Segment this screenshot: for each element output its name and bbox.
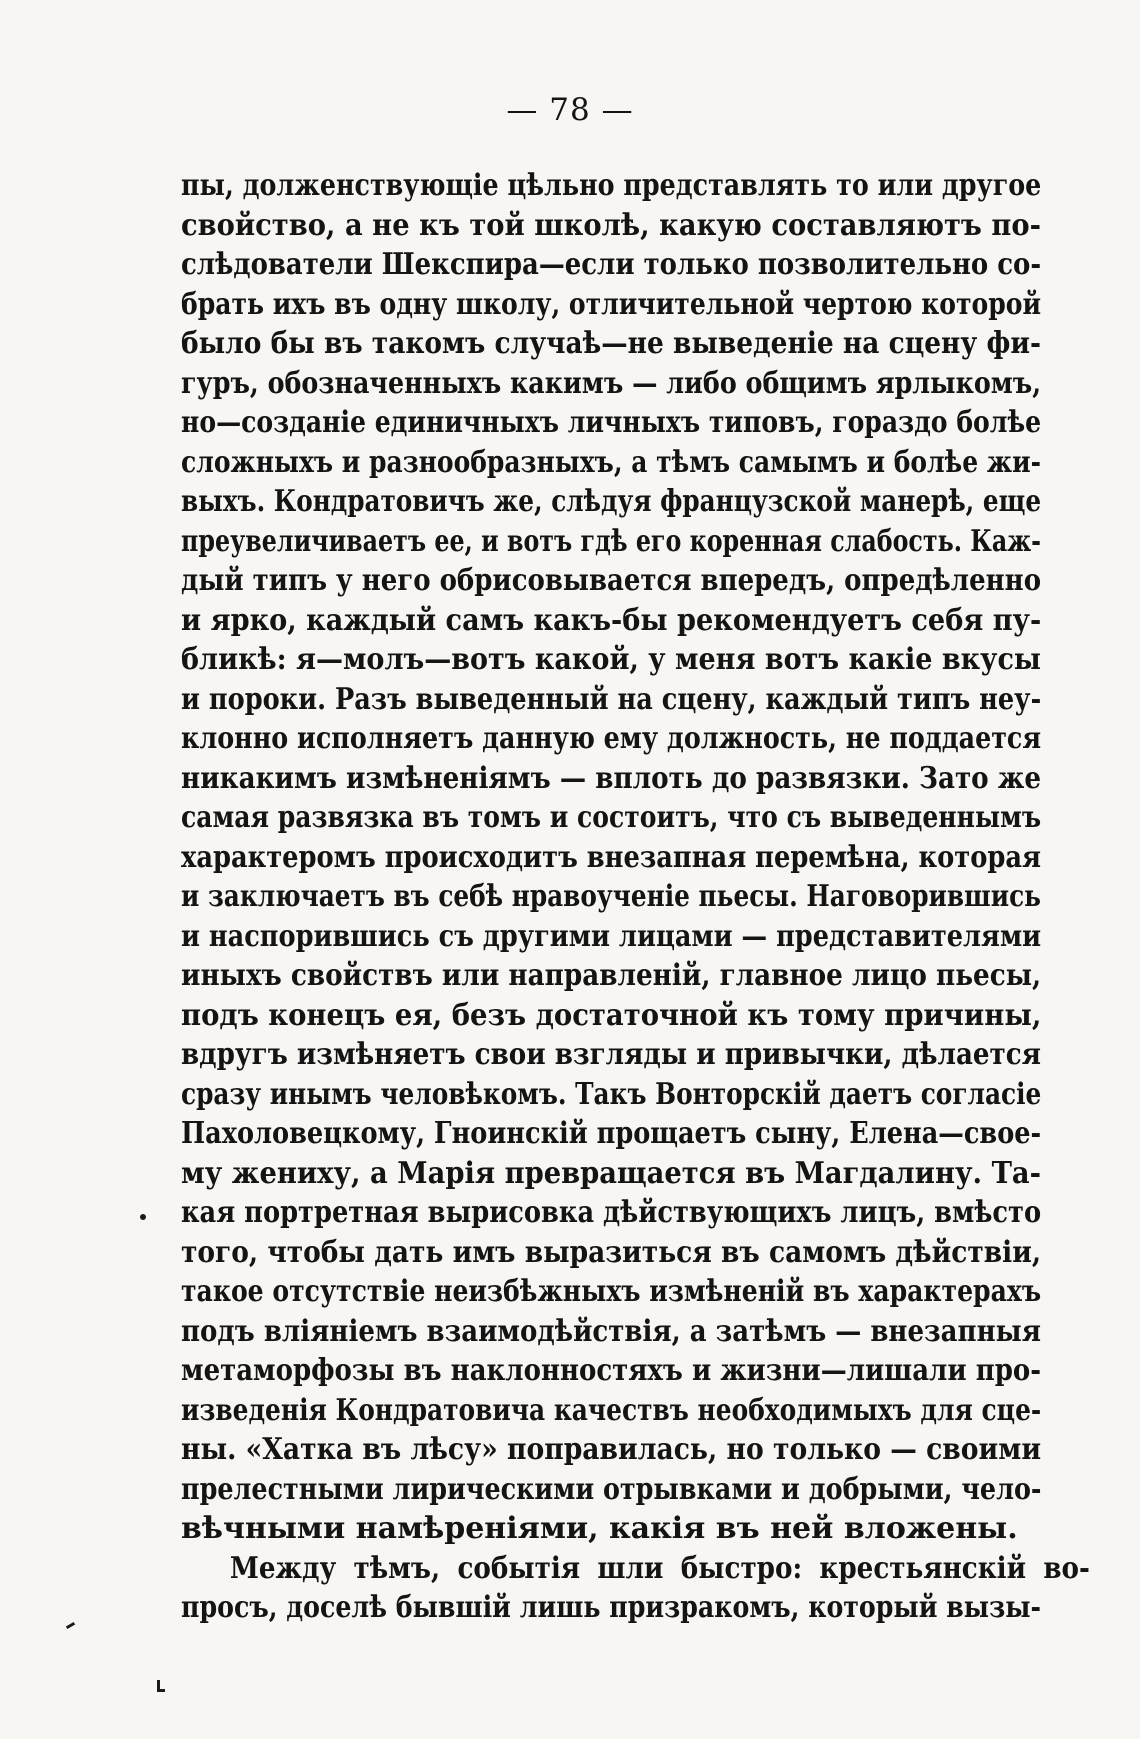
text-line: иныхъ свойствъ или направленій, главное лицо пьесы, — [181, 958, 1042, 993]
text-line: такое отсутствіе неизбѣжныхъ измѣненій въ характерахъ — [181, 1274, 1042, 1309]
text-line: и ярко, каждый самъ какъ-бы рекомендуетъ себя пу- — [181, 602, 1042, 638]
text-line: самая развязка въ томъ и состоитъ, что съ выведеннымъ — [181, 800, 1042, 835]
text-line: и наспорившись съ другими лицами — представителями — [181, 918, 1042, 954]
text-line: му жениху, а Марія превращается въ Магдалину. Та- — [181, 1155, 1042, 1191]
text-line: бликѣ: я—молъ—вотъ какой, у меня вотъ какіе вкусы — [181, 642, 1041, 677]
text-line: вдругъ измѣняетъ свои взгляды и привычки, дѣлается — [181, 1037, 1042, 1072]
text-line: того, чтобы дать имъ выразиться въ самомъ дѣйствіи, — [181, 1234, 1042, 1270]
paragraph-2 — [181, 1549, 1090, 1628]
text-line: дый типъ у него обрисовывается впередъ, опредѣленно — [181, 563, 1042, 598]
paragraph-1 — [181, 166, 1041, 1549]
text-line: гуръ, обозначенныхъ какимъ — либо общимъ ярлыкомъ, — [181, 365, 1042, 401]
text-line: Между тѣмъ, событія шли быстро: крестьянскій во- — [229, 1550, 1090, 1586]
text-line: вѣчными намѣреніями, какія въ ней вложены. — [181, 1511, 1018, 1546]
scan-speck — [66, 1622, 75, 1629]
text-line: выхъ. Кондратовичъ же, слѣдуя французской манерѣ, еще — [181, 484, 1042, 519]
scan-speck — [140, 1214, 146, 1220]
text-line: сложныхъ и разнообразныхъ, а тѣмъ самымъ и болѣе жи- — [181, 444, 1041, 480]
text-line: брать ихъ въ одну школу, отличительной чертою которой — [181, 286, 1042, 322]
text-line: изведенія Кондратовича качествъ необходимыхъ для сце- — [181, 1392, 1042, 1428]
text-line: преувеличиваетъ ее, и вотъ гдѣ его коренная слабость. Каж- — [181, 523, 1042, 559]
text-line: сразу инымъ человѣкомъ. Такъ Вонторскій даетъ согласіе — [181, 1076, 1042, 1112]
text-line: было бы въ такомъ случаѣ—не выведеніе на сцену фи- — [181, 326, 1041, 361]
text-line: подъ конецъ ея, безъ достаточной къ тому причины, — [181, 997, 1042, 1033]
text-line: подъ вліяніемъ взаимодѣйствія, а затѣмъ — внезапныя — [181, 1313, 1041, 1349]
text-line: никакимъ измѣненіямъ — вплоть до развязки. Зато же — [181, 760, 1042, 796]
text-line: и пороки. Разъ выведенный на сцену, каждый типъ неу- — [181, 681, 1042, 717]
text-line: кая портретная вырисовка дѣйствующихъ лицъ, вмѣсто — [181, 1195, 1042, 1230]
text-line: пы, долженствующіе цѣльно представлять то или другое — [181, 168, 1042, 203]
text-line: клонно исполняетъ данную ему должность, не поддается — [181, 721, 1042, 756]
text-line: прелестными лирическими отрывками и добрыми, чело- — [181, 1471, 1042, 1507]
text-line: и заключаетъ въ себѣ нравоученіе пьесы. Наговорившись — [181, 879, 1041, 914]
page-number: — 78 — — [506, 92, 634, 128]
text-line: Пахоловецкому, Гноинскій прощаетъ сыну, Елена—свое- — [181, 1116, 1042, 1151]
scan-speck — [157, 1689, 165, 1692]
text-line: просъ, доселѣ бывшій лишь призракомъ, который вызы- — [181, 1590, 1042, 1625]
text-line: метаморфозы въ наклонностяхъ и жизни—лишали про- — [181, 1353, 1042, 1388]
text-line: слѣдователи Шекспира—если только позволительно со- — [181, 247, 1042, 282]
body-text — [181, 166, 1090, 1628]
text-line: характеромъ происходитъ внезапная перемѣна, которая — [181, 839, 1042, 875]
text-line: ны. «Хатка въ лѣсу» поправилась, но только — своими — [181, 1432, 1042, 1467]
text-line: но—созданіе единичныхъ личныхъ типовъ, гораздо болѣе — [181, 405, 1042, 440]
text-line: свойство, а не къ той школѣ, какую составляютъ по- — [181, 207, 1041, 243]
